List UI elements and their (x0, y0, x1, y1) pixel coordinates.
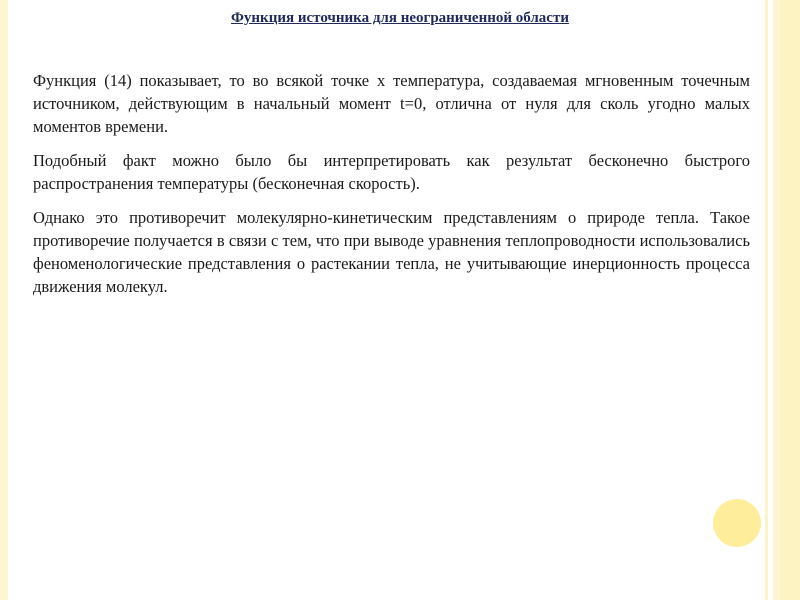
right-decor-line (765, 0, 768, 600)
paragraph: Подобный факт можно было бы интерпретировать как результат бесконечно быстрого распространения температуры (бесконечная скорость). (33, 151, 750, 193)
slide-body (33, 69, 750, 309)
slide-title: Функция источника для неограниченной области (231, 10, 569, 26)
paragraph: Однако это противоречит молекулярно-кинетическим представлениям о природе тепла. Такое противоречие получается в связи с тем, что при выводе уравнения теплопроводности использовались феноменологические представления о растекании тепла, не учитывающие инерционность процесса движения молекул. (33, 208, 750, 296)
paragraph: Функция (14) показывает, то во всякой точке x температура, создаваемая мгновенным точечным источником, действующим в начальный момент t=0, отлична от нуля для сколь угодно малых моментов времени. (33, 71, 750, 136)
left-decor-strip (0, 0, 8, 600)
right-decor-band-inner (780, 0, 800, 600)
decor-circle (713, 499, 761, 547)
